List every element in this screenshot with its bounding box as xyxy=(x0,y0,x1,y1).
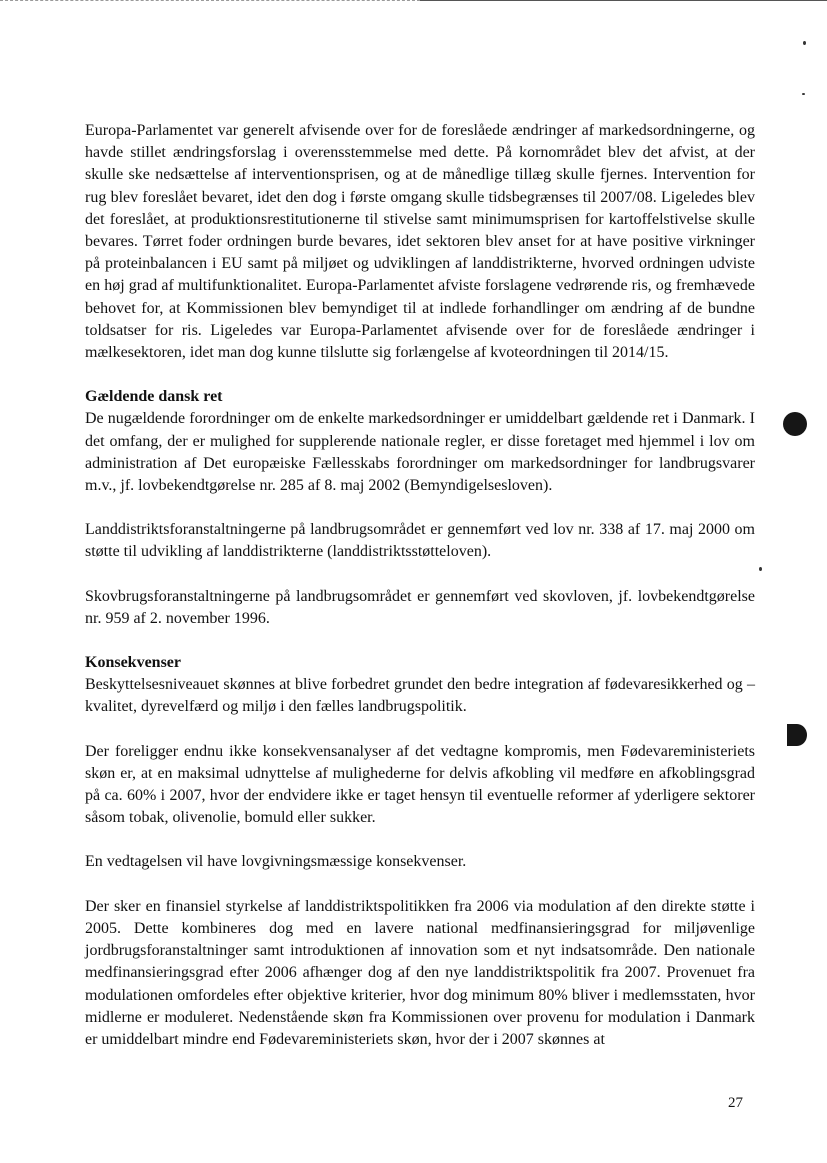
heading-consequences: Konsekvenser xyxy=(85,654,181,672)
consequences-paragraph: Beskyttelsesniveauet skønnes at blive forbedret grundet den bedre integration af fødevaresikkerhed og –kvalitet, dyrevelfærd og miljø i den fælles landbrugspolitik. xyxy=(85,676,755,716)
heading-danish-law: Gældende dansk ret xyxy=(85,388,223,406)
scan-speck xyxy=(759,567,762,571)
danish-law-paragraph: Skovbrugsforanstaltningerne på landbrugsområdet er gennemført ved skovloven, jf. lovbekendtgørelse nr. 959 af 2. november 1996. xyxy=(85,587,755,627)
intro-paragraph: Europa-Parlamentet var generelt afvisende over for de foreslåede ændringer af markedsordningerne, og havde stillet ændringsforslag i overensstemmelse med dette. På kornområdet blev det afvist, at der skulle ske nedsættelse af interventionsprisen, og at de månedlige tillæg skulle fjernes. Intervention for rug blev foreslået bevaret, idet den dog i første omgang skulle tidsbegrænses til 2007/08. Ligeledes blev det foreslået, at produktionsrestitutionerne til stivelse samt minimumsprisen for kartoffelstivelse skulle bevares. Tørret foder ordningen burde bevares, idet sektoren blev anset for at have positive virkninger på proteinbalancen i EU samt på miljøet og udviklingen af landdistrikterne, hvorved ordningen udviste en høj grad af multifunktionalitet. Europa-Parlamentet afviste forslagene vedrørende ris, og fremhævede behovet for, at Kommissionen blev bemyndiget til at indlede forhandlinger om ændring af de bundne toldsatser for ris. Ligeledes var Europa-Parlamentet afvisende over for de foreslåede ændringer i mælkesektoren, idet man dog kunne tilslutte sig forlængelse af kvoteordningen til 2014/15. xyxy=(85,122,755,362)
consequences-paragraph: En vedtagelsen vil have lovgivningsmæssige konsekvenser. xyxy=(85,853,467,871)
danish-law-paragraph: Landdistriktsforanstaltningerne på landbrugsområdet er gennemført ved lov nr. 338 af 17. maj 2000 om støtte til udvikling af landdistrikterne (landdistriktsstøtteloven). xyxy=(85,521,755,561)
danish-law-paragraph: De nugældende forordninger om de enkelte markedsordninger er umiddelbart gældende ret i Danmark. I det omfang, der er mulighed for supplerende nationale regler, er disse foretaget med hjemmel i lov om administration af Det europæiske Fællesskabs forordninger om markedsordninger for landbrugsvarer m.v., jf. lovbekendtgørelse nr. 285 af 8. maj 2002 (Bemyndigelsesloven). xyxy=(85,410,755,495)
punch-hole-partial xyxy=(787,724,807,746)
scan-top-edge xyxy=(0,0,420,3)
consequences-paragraph: Der foreligger endnu ikke konsekvensanalyser af det vedtagne kompromis, men Fødevareministeriets skøn er, at en maksimal udnyttelse af mulighederne for delvis afkobling vil medføre en afkoblingsgrad på ca. 60% i 2007, hvor der endvidere ikke er taget hensyn til eventuelle reformer af yderligere sektorer såsom tobak, olivenolie, bomuld eller sukker. xyxy=(85,742,755,827)
page-number: 27 xyxy=(728,1095,743,1111)
scan-speck xyxy=(802,93,805,95)
scan-top-edge-solid xyxy=(420,0,827,1)
punch-hole xyxy=(783,412,807,436)
consequences-paragraph: Der sker en finansiel styrkelse af landdistriktspolitikken fra 2006 via modulation af den direkte støtte i 2005. Dette kombineres dog med en lavere national medfinansieringsgrad for miljøvenlige jordbrugsforanstaltninger samt introduktionen af innovation som et nyt indsatsområde. Den nationale medfinansieringsgrad efter 2006 afhænger dog af den nye landdistriktspolitik fra 2007. Provenuet fra modulationen omfordeles efter objektive kriterier, hvor dog minimum 80% bliver i medlemsstaten, hvor midlerne er moduleret. Nedenstående skøn fra Kommissionen over provenu for modulation i Danmark er umiddelbart mindre end Fødevareministeriets skøn, hvor der i 2007 skønnes at xyxy=(85,897,755,1048)
document-body xyxy=(85,120,755,1073)
scan-speck xyxy=(803,41,806,45)
